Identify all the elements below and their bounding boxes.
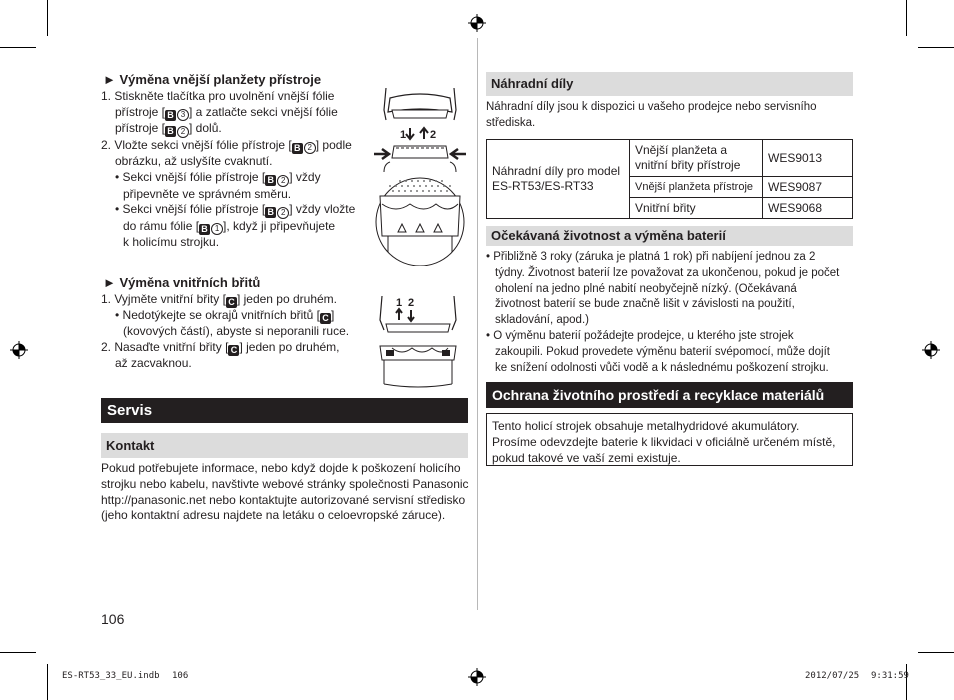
bullet-line: ke snížení odolnosti vůči vodě a k následnému poškození strojku.	[495, 361, 829, 374]
page-number: 106	[101, 611, 125, 627]
bullet-line: připevněte ve správném směru.	[123, 186, 292, 201]
text-line: http://panasonic.net nebo kontaktujte autorizované servisní středisko	[101, 492, 466, 507]
bullet-line: (kovových částí), abyste si neporanili ruce.	[123, 324, 350, 338]
text-line: (jeho kontaktní adresu najdete na letáku o celoevropské záruce).	[101, 508, 446, 523]
step-line: 1. Stiskněte tlačítka pro uvolnění vnější fólie	[101, 89, 335, 103]
registration-mark-icon	[468, 668, 486, 686]
step-line: přístroje [ B 2 ] dolů.	[115, 121, 222, 137]
step-line: 2. Nasaďte vnitřní břity [ C ] jeden po druhém,	[101, 339, 340, 355]
text-line: Náhradní díly jsou k dispozici u vašeho prodejce nebo servisního	[486, 101, 817, 113]
footer-filename: ES-RT53_33_EU.indb	[62, 671, 160, 681]
kontakt-text	[101, 461, 471, 524]
text-line: strojku nebo kabelu, navštivte webové stránky společnosti Panasonic	[101, 476, 469, 491]
footer-time: 9:31:59	[871, 671, 909, 681]
text-line: pokud takové ve vaší zemi existuje.	[492, 451, 681, 465]
section-header-spare-parts: Náhradní díly	[486, 72, 853, 96]
bullet-line: • Přibližně 3 roky (záruka je platná 1 rok) při nabíjení jednou za 2	[486, 251, 816, 263]
bullet-line: zakoupili. Pokud provedete výměnu baterií svépomocí, může dojít	[495, 345, 830, 358]
battery-text	[486, 250, 856, 376]
registration-mark-icon	[922, 341, 940, 359]
step-line: 1. Vyjměte vnitřní břity [ C ] jeden po druhém.	[101, 292, 338, 307]
part-cell: Vnitřní břity	[630, 198, 763, 219]
section-title-outer-foil: ► Výměna vnější planžety přístroje	[103, 72, 322, 87]
crop-mark	[918, 47, 954, 48]
registration-mark-icon	[10, 341, 28, 359]
outer-foil-instructions	[101, 89, 371, 251]
section-header-battery: Očekávaná životnost a výměna baterií	[486, 226, 853, 246]
code-cell: WES9013	[763, 140, 853, 177]
table-row	[487, 140, 853, 177]
svg-text:2: 2	[430, 129, 437, 141]
step-line: 2. Vložte sekci vnější fólie přístroje [ B 2 ] podle	[101, 137, 352, 153]
bullet-line: skladování, apod.)	[495, 314, 589, 327]
svg-text:2: 2	[408, 297, 415, 309]
registration-mark-icon	[468, 14, 486, 32]
model-cell: Náhradní díly pro model ES-RT53/ES-RT33	[487, 140, 630, 219]
code-cell: WES9087	[763, 177, 853, 198]
bullet-line: k holicímu strojku.	[123, 235, 220, 250]
bullet-line: oholení na jedno plné nabití neobyčejně nízký. (Očekávaná	[495, 282, 797, 295]
text-line: Tento holicí strojek obsahuje metalhydridové akumulátory.	[492, 419, 800, 433]
part-cell: Vnější planžeta a vnitřní břity přístroje	[630, 140, 763, 177]
crop-mark	[47, 0, 48, 36]
bullet-line: • Nedotýkejte se okrajů vnitřních břitů [ C ]	[115, 308, 335, 323]
section-header-environment: Ochrana životního prostředí a recyklace materiálů	[486, 382, 853, 408]
spare-parts-intro	[486, 100, 856, 132]
svg-text:1: 1	[400, 129, 407, 141]
step-line: obrázku, až uslyšíte cvaknutí.	[115, 154, 273, 169]
crop-mark	[906, 664, 907, 700]
spare-parts-table	[486, 139, 853, 219]
section-header-kontakt: Kontakt	[101, 433, 468, 458]
section-title-inner-blades: ► Výměna vnitřních břitů	[103, 275, 261, 290]
footer-page: 106	[172, 671, 189, 681]
crop-mark	[0, 652, 36, 653]
bullet-line: • O výměnu baterií požádejte prodejce, u kterého jste strojek	[486, 329, 794, 342]
crop-mark	[47, 664, 48, 700]
bullet-line: • Sekci vnější fólie přístroje [ B 2 ] vždy vložte	[115, 202, 356, 218]
text-line: Prosíme odevzdejte baterie k likvidaci v oficiálně určeném místě,	[492, 435, 836, 449]
code-cell: WES9068	[763, 198, 853, 219]
environment-box	[486, 413, 853, 466]
outer-foil-illustration	[370, 86, 470, 266]
inner-blades-instructions	[101, 292, 371, 372]
bullet-line: • Sekci vnější fólie přístroje [ B 2 ] vždy	[115, 170, 321, 186]
bullet-line: do rámu fólie [ B 1 ], když ji připevňujete	[123, 218, 336, 234]
crop-mark	[0, 47, 36, 48]
step-line: přístroje [ B 3 ] a zatlačte sekci vnější fólie	[115, 104, 338, 120]
svg-text:1: 1	[396, 297, 403, 309]
crop-mark	[918, 652, 954, 653]
text-line: střediska.	[486, 116, 536, 129]
section-header-servis: Servis	[101, 398, 468, 423]
bullet-line: životnost baterií se bude značně lišit v závislosti na použití,	[495, 298, 795, 311]
part-cell: Vnější planžeta přístroje	[630, 177, 763, 198]
step-line: až zacvaknou.	[115, 355, 192, 370]
bullet-line: týdny. Životnost baterií lze považovat za ukončenou, pokud je počet	[495, 266, 840, 279]
crop-mark	[906, 0, 907, 36]
footer-date: 2012/07/25	[805, 671, 860, 681]
inner-blades-illustration	[372, 290, 464, 390]
text-line: Pokud potřebujete informace, nebo když dojde k poškození holicího	[101, 461, 461, 475]
column-divider	[477, 38, 478, 610]
